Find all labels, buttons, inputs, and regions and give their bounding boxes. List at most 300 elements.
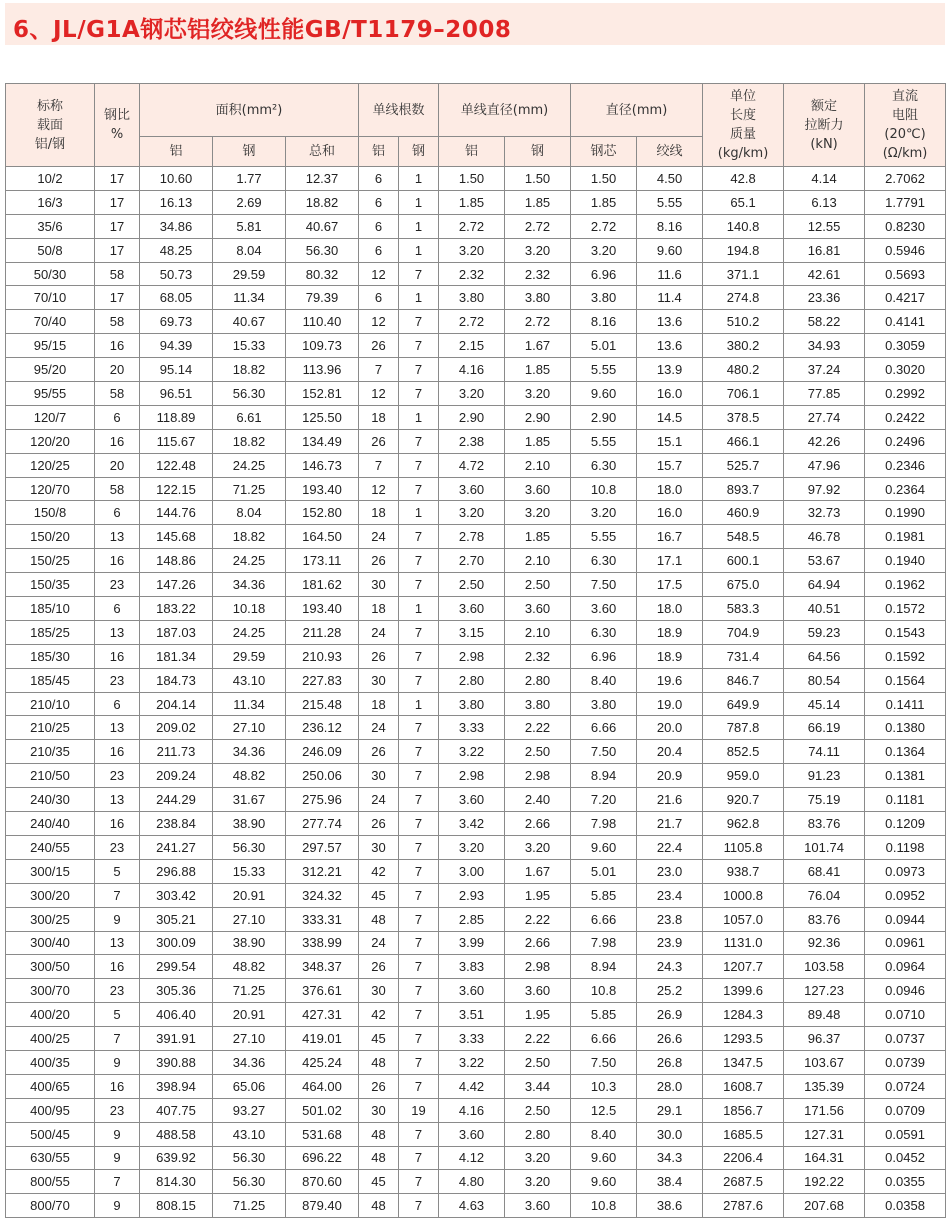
table-cell: 630/55 bbox=[6, 1146, 95, 1170]
table-cell: 29.59 bbox=[213, 262, 286, 286]
table-cell: 24 bbox=[359, 525, 399, 549]
table-cell: 639.92 bbox=[140, 1146, 213, 1170]
table-cell: 19.0 bbox=[637, 692, 703, 716]
table-cell: 6.30 bbox=[571, 620, 637, 644]
table-cell: 0.3059 bbox=[865, 334, 946, 358]
table-cell: 15.33 bbox=[213, 334, 286, 358]
table-cell: 277.74 bbox=[286, 812, 359, 836]
table-cell: 83.76 bbox=[784, 907, 865, 931]
table-cell: 800/55 bbox=[6, 1170, 95, 1194]
table-cell: 74.11 bbox=[784, 740, 865, 764]
table-cell: 23 bbox=[95, 668, 140, 692]
table-cell: 18.82 bbox=[213, 525, 286, 549]
table-cell: 4.50 bbox=[637, 167, 703, 191]
table-cell: 0.0591 bbox=[865, 1122, 946, 1146]
table-cell: 164.50 bbox=[286, 525, 359, 549]
table-row bbox=[6, 812, 946, 836]
table-cell: 6.96 bbox=[571, 644, 637, 668]
table-cell: 7 bbox=[399, 573, 439, 597]
table-cell: 58 bbox=[95, 382, 140, 406]
table-cell: 30 bbox=[359, 979, 399, 1003]
table-cell: 300/25 bbox=[6, 907, 95, 931]
table-cell: 7 bbox=[399, 1122, 439, 1146]
table-cell: 120/70 bbox=[6, 477, 95, 501]
table-cell: 194.8 bbox=[703, 238, 784, 262]
table-cell: 7 bbox=[399, 262, 439, 286]
table-cell: 7 bbox=[399, 525, 439, 549]
table-cell: 3.60 bbox=[439, 979, 505, 1003]
table-row bbox=[6, 453, 946, 477]
table-cell: 0.0952 bbox=[865, 883, 946, 907]
table-cell: 110.40 bbox=[286, 310, 359, 334]
table-cell: 1057.0 bbox=[703, 907, 784, 931]
table-cell: 70/10 bbox=[6, 286, 95, 310]
table-cell: 0.1592 bbox=[865, 644, 946, 668]
sub-area-total: 总和 bbox=[286, 137, 359, 167]
table-cell: 300/40 bbox=[6, 931, 95, 955]
table-cell: 26 bbox=[359, 955, 399, 979]
table-cell: 185/10 bbox=[6, 597, 95, 621]
table-row bbox=[6, 716, 946, 740]
table-cell: 23 bbox=[95, 573, 140, 597]
table-cell: 120/7 bbox=[6, 405, 95, 429]
table-cell: 7.20 bbox=[571, 788, 637, 812]
table-cell: 204.14 bbox=[140, 692, 213, 716]
table-row bbox=[6, 1050, 946, 1074]
table-cell: 26 bbox=[359, 644, 399, 668]
table-cell: 2.50 bbox=[505, 573, 571, 597]
table-cell: 460.9 bbox=[703, 501, 784, 525]
table-cell: 5.81 bbox=[213, 214, 286, 238]
table-cell: 18.0 bbox=[637, 477, 703, 501]
table-cell: 0.2992 bbox=[865, 382, 946, 406]
table-cell: 89.48 bbox=[784, 1003, 865, 1027]
table-row bbox=[6, 1098, 946, 1122]
table-cell: 15.1 bbox=[637, 429, 703, 453]
page-title: 6、JL/G1A钢芯铝绞线性能GB/T1179–2008 bbox=[13, 17, 512, 43]
table-cell: 34.3 bbox=[637, 1146, 703, 1170]
table-cell: 531.68 bbox=[286, 1122, 359, 1146]
table-cell: 300/20 bbox=[6, 883, 95, 907]
table-row bbox=[6, 764, 946, 788]
table-cell: 38.90 bbox=[213, 812, 286, 836]
table-cell: 58.22 bbox=[784, 310, 865, 334]
table-cell: 0.0724 bbox=[865, 1074, 946, 1098]
table-cell: 3.80 bbox=[505, 692, 571, 716]
table-cell: 18.82 bbox=[286, 190, 359, 214]
table-cell: 19 bbox=[399, 1098, 439, 1122]
table-cell: 5.01 bbox=[571, 859, 637, 883]
table-cell: 464.00 bbox=[286, 1074, 359, 1098]
table-cell: 1.67 bbox=[505, 859, 571, 883]
table-cell: 6 bbox=[359, 167, 399, 191]
table-cell: 6.66 bbox=[571, 716, 637, 740]
table-cell: 4.72 bbox=[439, 453, 505, 477]
table-cell: 16.81 bbox=[784, 238, 865, 262]
table-cell: 706.1 bbox=[703, 382, 784, 406]
table-cell: 6 bbox=[95, 405, 140, 429]
col-group-diameter: 直径(mm) bbox=[571, 84, 703, 137]
table-cell: 10/2 bbox=[6, 167, 95, 191]
table-row bbox=[6, 286, 946, 310]
table-cell: 3.20 bbox=[505, 238, 571, 262]
table-row bbox=[6, 1027, 946, 1051]
table-cell: 109.73 bbox=[286, 334, 359, 358]
table-cell: 1.85 bbox=[505, 525, 571, 549]
table-cell: 696.22 bbox=[286, 1146, 359, 1170]
table-cell: 2.72 bbox=[505, 214, 571, 238]
table-cell: 185/45 bbox=[6, 668, 95, 692]
table-cell: 210/10 bbox=[6, 692, 95, 716]
table-cell: 18.82 bbox=[213, 358, 286, 382]
table-cell: 0.2496 bbox=[865, 429, 946, 453]
table-cell: 7 bbox=[399, 334, 439, 358]
table-cell: 42.61 bbox=[784, 262, 865, 286]
table-cell: 26 bbox=[359, 740, 399, 764]
table-cell: 7 bbox=[399, 812, 439, 836]
table-cell: 3.00 bbox=[439, 859, 505, 883]
table-row bbox=[6, 549, 946, 573]
table-row bbox=[6, 334, 946, 358]
sub-count-aluminum: 铝 bbox=[359, 137, 399, 167]
table-cell: 22.4 bbox=[637, 835, 703, 859]
table-cell: 3.20 bbox=[505, 835, 571, 859]
table-cell: 50/30 bbox=[6, 262, 95, 286]
table-cell: 400/25 bbox=[6, 1027, 95, 1051]
table-cell: 94.39 bbox=[140, 334, 213, 358]
table-cell: 3.60 bbox=[505, 597, 571, 621]
table-cell: 7.50 bbox=[571, 740, 637, 764]
table-cell: 380.2 bbox=[703, 334, 784, 358]
table-cell: 7 bbox=[399, 382, 439, 406]
table-cell: 305.36 bbox=[140, 979, 213, 1003]
table-cell: 34.36 bbox=[213, 573, 286, 597]
table-cell: 920.7 bbox=[703, 788, 784, 812]
table-cell: 7 bbox=[399, 1050, 439, 1074]
table-cell: 7.50 bbox=[571, 573, 637, 597]
table-cell: 58 bbox=[95, 262, 140, 286]
table-cell: 45.14 bbox=[784, 692, 865, 716]
table-cell: 312.21 bbox=[286, 859, 359, 883]
table-cell: 1.50 bbox=[439, 167, 505, 191]
table-cell: 962.8 bbox=[703, 812, 784, 836]
table-cell: 2.98 bbox=[505, 764, 571, 788]
table-cell: 0.1181 bbox=[865, 788, 946, 812]
table-cell: 0.0964 bbox=[865, 955, 946, 979]
table-cell: 27.10 bbox=[213, 907, 286, 931]
table-cell: 34.36 bbox=[213, 740, 286, 764]
table-cell: 2.22 bbox=[505, 907, 571, 931]
table-cell: 1 bbox=[399, 190, 439, 214]
table-cell: 488.58 bbox=[140, 1122, 213, 1146]
table-cell: 13.6 bbox=[637, 334, 703, 358]
table-cell: 140.8 bbox=[703, 214, 784, 238]
table-cell: 48.82 bbox=[213, 764, 286, 788]
table-cell: 480.2 bbox=[703, 358, 784, 382]
table-cell: 16.0 bbox=[637, 501, 703, 525]
table-cell: 299.54 bbox=[140, 955, 213, 979]
table-cell: 0.1381 bbox=[865, 764, 946, 788]
table-cell: 34.93 bbox=[784, 334, 865, 358]
table-cell: 3.60 bbox=[439, 1122, 505, 1146]
table-cell: 17 bbox=[95, 286, 140, 310]
table-cell: 300/15 bbox=[6, 859, 95, 883]
table-row bbox=[6, 1074, 946, 1098]
table-cell: 207.68 bbox=[784, 1194, 865, 1218]
table-cell: 71.25 bbox=[213, 477, 286, 501]
table-cell: 7.50 bbox=[571, 1050, 637, 1074]
table-cell: 2687.5 bbox=[703, 1170, 784, 1194]
table-cell: 29.1 bbox=[637, 1098, 703, 1122]
table-cell: 7 bbox=[399, 1003, 439, 1027]
table-cell: 181.62 bbox=[286, 573, 359, 597]
table-cell: 181.34 bbox=[140, 644, 213, 668]
table-cell: 0.0739 bbox=[865, 1050, 946, 1074]
table-cell: 1284.3 bbox=[703, 1003, 784, 1027]
table-cell: 16/3 bbox=[6, 190, 95, 214]
table-cell: 150/20 bbox=[6, 525, 95, 549]
table-cell: 38.6 bbox=[637, 1194, 703, 1218]
table-cell: 135.39 bbox=[784, 1074, 865, 1098]
table-cell: 0.8230 bbox=[865, 214, 946, 238]
table-cell: 250.06 bbox=[286, 764, 359, 788]
table-cell: 583.3 bbox=[703, 597, 784, 621]
table-cell: 38.90 bbox=[213, 931, 286, 955]
table-cell: 2.80 bbox=[505, 668, 571, 692]
table-cell: 42.8 bbox=[703, 167, 784, 191]
table-cell: 0.1411 bbox=[865, 692, 946, 716]
table-cell: 21.7 bbox=[637, 812, 703, 836]
table-cell: 148.86 bbox=[140, 549, 213, 573]
table-cell: 3.44 bbox=[505, 1074, 571, 1098]
table-row bbox=[6, 190, 946, 214]
table-cell: 50.73 bbox=[140, 262, 213, 286]
table-cell: 26 bbox=[359, 334, 399, 358]
table-cell: 45 bbox=[359, 883, 399, 907]
table-cell: 29.59 bbox=[213, 644, 286, 668]
table-cell: 56.30 bbox=[213, 1146, 286, 1170]
table-row bbox=[6, 477, 946, 501]
table-cell: 215.48 bbox=[286, 692, 359, 716]
table-cell: 7 bbox=[399, 668, 439, 692]
table-cell: 24.25 bbox=[213, 549, 286, 573]
table-cell: 6 bbox=[359, 238, 399, 262]
table-cell: 13 bbox=[95, 525, 140, 549]
table-cell: 7 bbox=[399, 931, 439, 955]
table-cell: 80.32 bbox=[286, 262, 359, 286]
table-cell: 324.32 bbox=[286, 883, 359, 907]
table-cell: 2.10 bbox=[505, 453, 571, 477]
table-cell: 35/6 bbox=[6, 214, 95, 238]
table-cell: 25.2 bbox=[637, 979, 703, 1003]
table-cell: 79.39 bbox=[286, 286, 359, 310]
table-cell: 7 bbox=[399, 764, 439, 788]
table-cell: 23.4 bbox=[637, 883, 703, 907]
table-cell: 7 bbox=[399, 955, 439, 979]
table-cell: 3.20 bbox=[505, 1170, 571, 1194]
table-cell: 2.50 bbox=[505, 740, 571, 764]
table-cell: 24.25 bbox=[213, 453, 286, 477]
table-cell: 675.0 bbox=[703, 573, 784, 597]
sub-diameter-conductor: 绞线 bbox=[637, 137, 703, 167]
table-cell: 76.04 bbox=[784, 883, 865, 907]
table-cell: 26 bbox=[359, 549, 399, 573]
table-cell: 7 bbox=[399, 740, 439, 764]
table-cell: 870.60 bbox=[286, 1170, 359, 1194]
table-cell: 30 bbox=[359, 835, 399, 859]
table-cell: 7 bbox=[399, 1027, 439, 1051]
table-cell: 127.23 bbox=[784, 979, 865, 1003]
table-cell: 0.2364 bbox=[865, 477, 946, 501]
table-cell: 7 bbox=[359, 358, 399, 382]
table-cell: 2.80 bbox=[439, 668, 505, 692]
table-cell: 7 bbox=[399, 310, 439, 334]
table-row bbox=[6, 573, 946, 597]
table-cell: 5.55 bbox=[571, 429, 637, 453]
table-cell: 2.15 bbox=[439, 334, 505, 358]
table-cell: 48.82 bbox=[213, 955, 286, 979]
table-cell: 3.60 bbox=[439, 788, 505, 812]
table-cell: 48 bbox=[359, 907, 399, 931]
table-cell: 0.2422 bbox=[865, 405, 946, 429]
table-cell: 378.5 bbox=[703, 405, 784, 429]
table-cell: 0.0946 bbox=[865, 979, 946, 1003]
table-cell: 0.0710 bbox=[865, 1003, 946, 1027]
table-cell: 7 bbox=[399, 453, 439, 477]
table-cell: 2.50 bbox=[505, 1098, 571, 1122]
table-cell: 20.91 bbox=[213, 883, 286, 907]
table-cell: 3.15 bbox=[439, 620, 505, 644]
table-cell: 19.6 bbox=[637, 668, 703, 692]
table-cell: 1.77 bbox=[213, 167, 286, 191]
table-cell: 23.9 bbox=[637, 931, 703, 955]
table-cell: 26 bbox=[359, 812, 399, 836]
table-cell: 185/30 bbox=[6, 644, 95, 668]
table-cell: 101.74 bbox=[784, 835, 865, 859]
table-cell: 501.02 bbox=[286, 1098, 359, 1122]
table-cell: 16 bbox=[95, 429, 140, 453]
table-cell: 103.58 bbox=[784, 955, 865, 979]
table-cell: 300.09 bbox=[140, 931, 213, 955]
table-cell: 800/70 bbox=[6, 1194, 95, 1218]
col-steel-ratio: 钢比 % bbox=[95, 84, 140, 167]
table-cell: 1 bbox=[399, 501, 439, 525]
table-cell: 525.7 bbox=[703, 453, 784, 477]
table-cell: 398.94 bbox=[140, 1074, 213, 1098]
table-cell: 0.3020 bbox=[865, 358, 946, 382]
table-cell: 23.0 bbox=[637, 859, 703, 883]
table-cell: 71.25 bbox=[213, 1194, 286, 1218]
table-cell: 10.8 bbox=[571, 979, 637, 1003]
table-cell: 600.1 bbox=[703, 549, 784, 573]
table-cell: 240/30 bbox=[6, 788, 95, 812]
table-cell: 48.25 bbox=[140, 238, 213, 262]
table-cell: 0.0961 bbox=[865, 931, 946, 955]
table-cell: 275.96 bbox=[286, 788, 359, 812]
table-cell: 9 bbox=[95, 907, 140, 931]
table-cell: 192.22 bbox=[784, 1170, 865, 1194]
table-cell: 16.0 bbox=[637, 382, 703, 406]
table-cell: 0.1940 bbox=[865, 549, 946, 573]
table-cell: 147.26 bbox=[140, 573, 213, 597]
table-cell: 17 bbox=[95, 167, 140, 191]
table-cell: 427.31 bbox=[286, 1003, 359, 1027]
table-cell: 466.1 bbox=[703, 429, 784, 453]
table-cell: 4.80 bbox=[439, 1170, 505, 1194]
table-cell: 3.22 bbox=[439, 1050, 505, 1074]
table-cell: 65.06 bbox=[213, 1074, 286, 1098]
table-cell: 3.60 bbox=[439, 477, 505, 501]
table-cell: 0.1572 bbox=[865, 597, 946, 621]
table-cell: 97.92 bbox=[784, 477, 865, 501]
table-cell: 246.09 bbox=[286, 740, 359, 764]
table-row bbox=[6, 214, 946, 238]
table-cell: 103.67 bbox=[784, 1050, 865, 1074]
table-cell: 3.20 bbox=[439, 238, 505, 262]
table-cell: 210/50 bbox=[6, 764, 95, 788]
table-row bbox=[6, 167, 946, 191]
table-cell: 5.55 bbox=[637, 190, 703, 214]
table-cell: 68.41 bbox=[784, 859, 865, 883]
table-cell: 406.40 bbox=[140, 1003, 213, 1027]
table-cell: 26 bbox=[359, 429, 399, 453]
table-cell: 0.1990 bbox=[865, 501, 946, 525]
table-cell: 419.01 bbox=[286, 1027, 359, 1051]
table-cell: 211.73 bbox=[140, 740, 213, 764]
table-cell: 20.9 bbox=[637, 764, 703, 788]
table-cell: 40.67 bbox=[286, 214, 359, 238]
table-cell: 236.12 bbox=[286, 716, 359, 740]
table-cell: 23 bbox=[95, 1098, 140, 1122]
table-cell: 26.6 bbox=[637, 1027, 703, 1051]
table-cell: 1 bbox=[399, 214, 439, 238]
table-cell: 12 bbox=[359, 262, 399, 286]
table-cell: 24 bbox=[359, 716, 399, 740]
table-cell: 65.1 bbox=[703, 190, 784, 214]
table-cell: 7 bbox=[399, 883, 439, 907]
table-cell: 17.5 bbox=[637, 573, 703, 597]
table-cell: 0.2346 bbox=[865, 453, 946, 477]
table-cell: 348.37 bbox=[286, 955, 359, 979]
table-cell: 0.4141 bbox=[865, 310, 946, 334]
table-row bbox=[6, 429, 946, 453]
table-cell: 6 bbox=[95, 692, 140, 716]
table-cell: 145.68 bbox=[140, 525, 213, 549]
table-cell: 300/50 bbox=[6, 955, 95, 979]
table-cell: 2.50 bbox=[505, 1050, 571, 1074]
table-cell: 3.80 bbox=[505, 286, 571, 310]
table-cell: 7 bbox=[399, 859, 439, 883]
table-cell: 26 bbox=[359, 1074, 399, 1098]
table-cell: 6.61 bbox=[213, 405, 286, 429]
table-cell: 93.27 bbox=[213, 1098, 286, 1122]
table-cell: 2.78 bbox=[439, 525, 505, 549]
table-cell: 1 bbox=[399, 238, 439, 262]
table-cell: 42.26 bbox=[784, 429, 865, 453]
table-cell: 70/40 bbox=[6, 310, 95, 334]
table-cell: 1347.5 bbox=[703, 1050, 784, 1074]
table-cell: 2.10 bbox=[505, 549, 571, 573]
table-cell: 1.85 bbox=[571, 190, 637, 214]
table-cell: 28.0 bbox=[637, 1074, 703, 1098]
table-cell: 7.98 bbox=[571, 812, 637, 836]
table-cell: 95/55 bbox=[6, 382, 95, 406]
table-cell: 7 bbox=[399, 979, 439, 1003]
table-cell: 11.34 bbox=[213, 286, 286, 310]
table-cell: 244.29 bbox=[140, 788, 213, 812]
table-cell: 7 bbox=[359, 453, 399, 477]
col-dc-resistance: 直流 电阻 (20℃) (Ω/km) bbox=[865, 84, 946, 167]
